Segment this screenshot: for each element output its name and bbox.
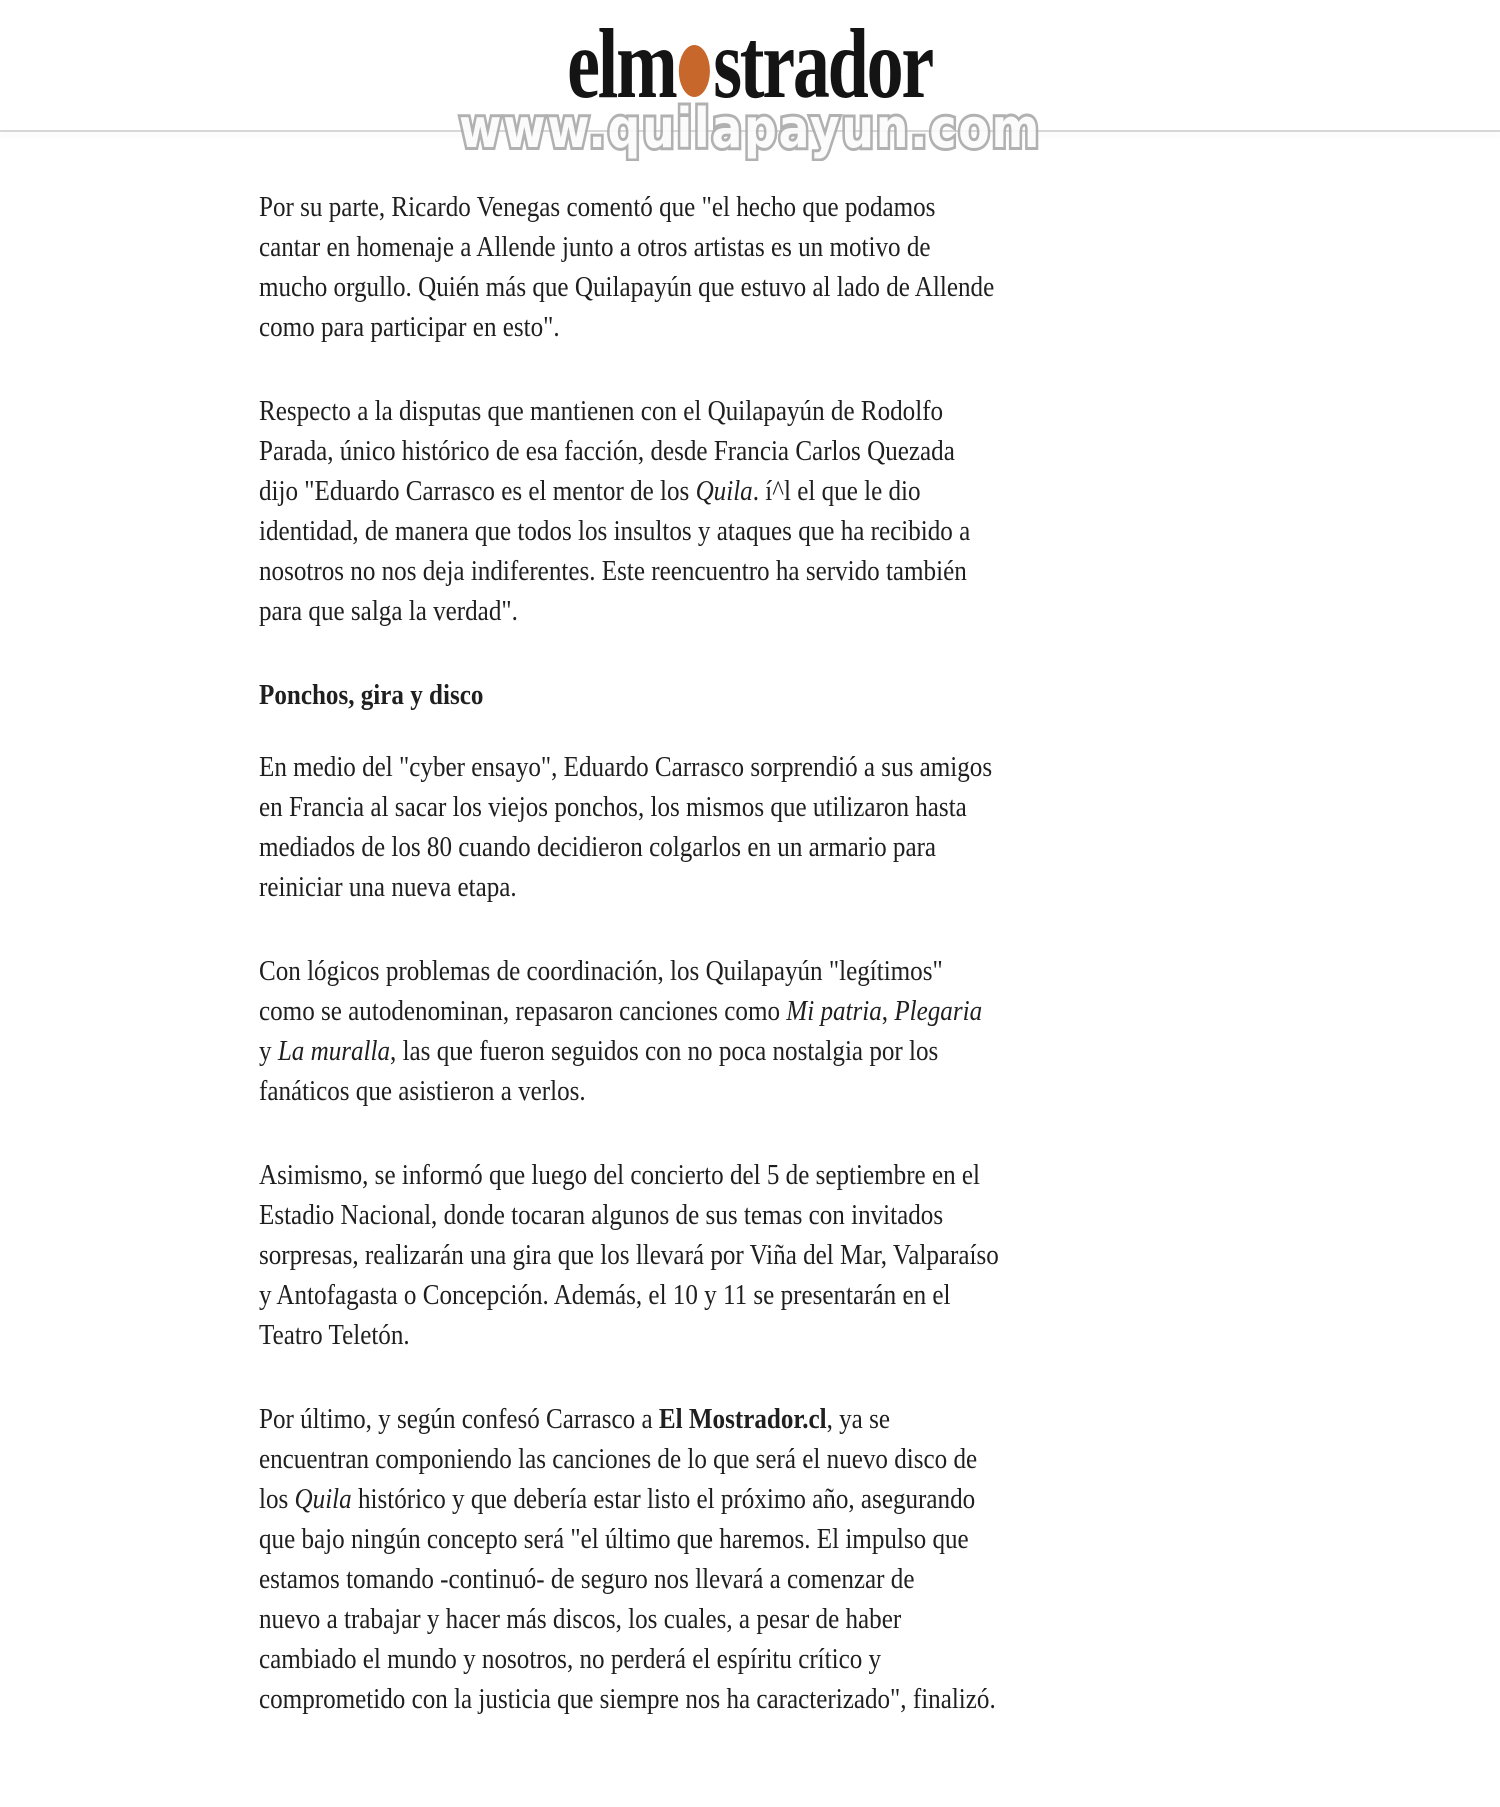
text-segment: Estadio Nacional, donde tocaran algunos de sus temas con invitados xyxy=(259,1199,944,1231)
logo-suffix: strador xyxy=(713,8,933,119)
text-line xyxy=(259,187,1141,227)
text-segment: encuentran componiendo las canciones de lo que será el nuevo disco de xyxy=(259,1443,978,1475)
text-segment: Teatro Teletón. xyxy=(259,1319,410,1351)
masthead xyxy=(0,0,1500,170)
text-segment: como para participar en esto". xyxy=(259,311,560,343)
text-segment: nuevo a trabajar y hacer más discos, los cuales, a pesar de haber xyxy=(259,1603,902,1635)
paragraph xyxy=(259,1155,1141,1355)
text-line xyxy=(259,1235,1141,1275)
text-segment: mediados de los 80 cuando decidieron colgarlos en un armario para xyxy=(259,831,937,863)
text-segment: Por su parte, Ricardo Venegas comentó que "el hecho que podamos xyxy=(259,191,936,223)
text-segment: para que salga la verdad". xyxy=(259,595,518,627)
text-line xyxy=(259,1195,1141,1235)
text-line xyxy=(259,827,1141,867)
text-segment: histórico y que debería estar listo el próximo año, asegurando xyxy=(351,1483,976,1515)
text-line xyxy=(259,267,1141,307)
text-line xyxy=(259,1519,1141,1559)
text-segment: estamos tomando -continuó- de seguro nos llevará a comenzar de xyxy=(259,1563,915,1595)
text-segment: En medio del "cyber ensayo", Eduardo Carrasco sorprendió a sus amigos xyxy=(259,751,993,783)
text-segment: , ya se xyxy=(826,1403,890,1435)
text-segment: identidad, de manera que todos los insultos y ataques que ha recibido a xyxy=(259,515,971,547)
text-line xyxy=(259,867,1141,907)
paragraph xyxy=(259,951,1141,1111)
text-segment: , xyxy=(881,995,895,1027)
paragraph xyxy=(259,187,1141,347)
text-line xyxy=(259,511,1141,551)
text-line xyxy=(259,591,1141,631)
paragraph xyxy=(259,391,1141,631)
text-line xyxy=(259,1559,1141,1599)
text-line xyxy=(259,391,1141,431)
text-line xyxy=(259,991,1141,1031)
text-line xyxy=(259,1639,1141,1679)
text-segment: nosotros no nos deja indiferentes. Este reencuentro ha servido también xyxy=(259,555,967,587)
text-line xyxy=(259,551,1141,591)
paragraph xyxy=(259,747,1141,907)
text-segment: comprometido con la justicia que siempre nos ha caracterizado", finalizó. xyxy=(259,1683,996,1715)
logo-dot-icon xyxy=(680,45,711,97)
text-line xyxy=(259,747,1141,787)
text-line xyxy=(259,1599,1141,1639)
text-segment: Mi patria xyxy=(786,995,882,1027)
text-segment: cambiado el mundo y nosotros, no perderá el espíritu crítico y xyxy=(259,1643,882,1675)
text-segment: , las que fueron seguidos con no poca nostalgia por los xyxy=(390,1035,939,1067)
text-line xyxy=(259,1479,1141,1519)
text-segment: Quila xyxy=(294,1483,352,1515)
text-segment: El Mostrador.cl xyxy=(658,1403,827,1435)
text-line xyxy=(259,787,1141,827)
text-line xyxy=(259,227,1141,267)
text-line xyxy=(259,1679,1141,1719)
text-segment: Plegaria xyxy=(894,995,983,1027)
text-line xyxy=(259,1275,1141,1315)
text-segment: los xyxy=(259,1483,295,1515)
text-line xyxy=(259,431,1141,471)
text-segment: La muralla xyxy=(277,1035,391,1067)
logo-prefix: elm xyxy=(567,8,676,119)
text-line xyxy=(259,1155,1141,1195)
text-segment: Respecto a la disputas que mantienen con el Quilapayún de Rodolfo xyxy=(259,395,944,427)
text-segment: en Francia al sacar los viejos ponchos, los mismos que utilizaron hasta xyxy=(259,791,967,823)
text-segment: Quila xyxy=(695,475,753,507)
text-line xyxy=(259,1315,1141,1355)
text-line xyxy=(259,951,1141,991)
text-line xyxy=(259,1031,1141,1071)
section-heading: Ponchos, gira y disco xyxy=(259,679,484,711)
text-line xyxy=(259,471,1141,511)
text-segment: como se autodenominan, repasaron canciones como xyxy=(259,995,787,1027)
text-segment: . í^l el que le dio xyxy=(752,475,921,507)
text-line xyxy=(259,1439,1141,1479)
text-segment: y Antofagasta o Concepción. Además, el 10 y 11 se presentarán en el xyxy=(259,1279,951,1311)
text-line xyxy=(259,1399,1141,1439)
text-segment: dijo "Eduardo Carrasco es el mentor de los xyxy=(259,475,696,507)
text-segment: reiniciar una nueva etapa. xyxy=(259,871,517,903)
text-segment: fanáticos que asistieron a verlos. xyxy=(259,1075,586,1107)
text-line xyxy=(259,1071,1141,1111)
paragraph xyxy=(259,1399,1141,1719)
watermark-text: www.quilapayun.com xyxy=(459,97,1041,160)
text-segment: Por último, y según confesó Carrasco a xyxy=(259,1403,659,1435)
text-segment: cantar en homenaje a Allende junto a otros artistas es un motivo de xyxy=(259,231,931,263)
text-line xyxy=(259,307,1141,347)
text-segment: Con lógicos problemas de coordinación, los Quilapayún "legítimos" xyxy=(259,955,943,987)
text-segment: y xyxy=(259,1035,278,1067)
text-segment: que bajo ningún concepto será "el último que haremos. El impulso que xyxy=(259,1523,969,1555)
article-body xyxy=(259,187,1141,1763)
text-segment: mucho orgullo. Quién más que Quilapayún que estuvo al lado de Allende xyxy=(259,271,995,303)
text-segment: Parada, único histórico de esa facción, desde Francia Carlos Quezada xyxy=(259,435,955,467)
text-segment: Asimismo, se informó que luego del concierto del 5 de septiembre en el xyxy=(259,1159,981,1191)
text-segment: sorpresas, realizarán una gira que los llevará por Viña del Mar, Valparaíso xyxy=(259,1239,999,1271)
